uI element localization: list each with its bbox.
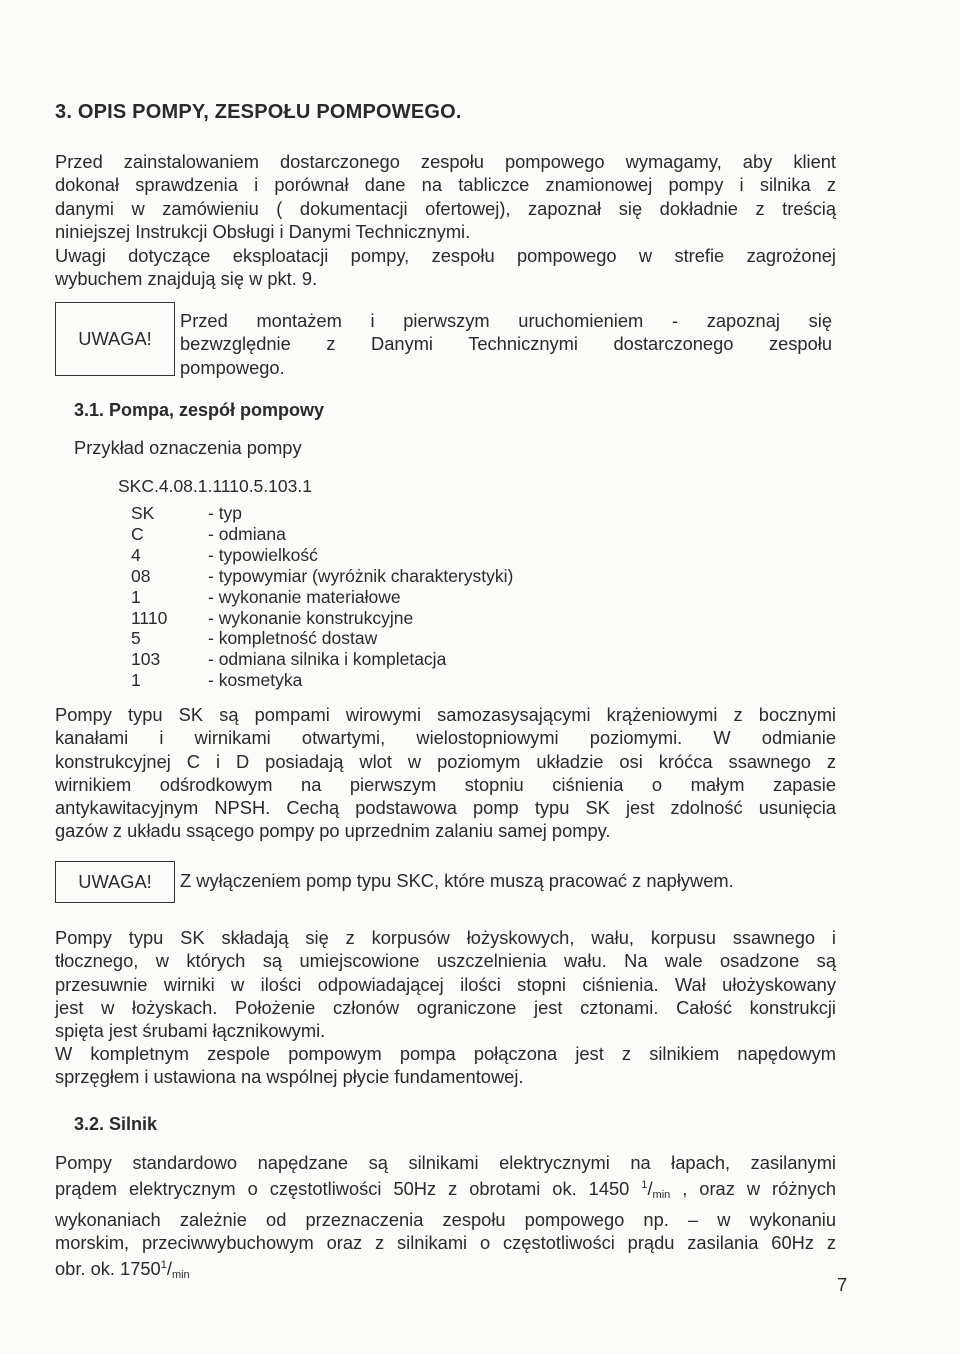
legend-row xyxy=(131,649,513,670)
intro-line: Przed zainstalowaniem dostarczonego zespołu pompowego wymagamy, aby klient xyxy=(55,151,836,172)
legend-code: 103 xyxy=(131,649,161,670)
construction-line: jest w łożyskach. Położenie członów ograniczone jest cztonami. Całość konstrukcji xyxy=(55,996,836,1018)
warning-label: UWAGA! xyxy=(78,328,152,349)
designation-legend xyxy=(131,503,513,691)
remarks-line: Uwagi dotyczące eksploatacji pompy, zespołu pompowego w strefie zagrożonej xyxy=(55,245,836,266)
intro-paragraph xyxy=(55,150,836,243)
pump-line: kanałami i wirnikami otwartymi, wielostopniowymi poziomymi. W odmianie xyxy=(55,727,836,749)
legend-desc: - odmiana silnika i kompletacja xyxy=(208,649,447,670)
motor-line xyxy=(55,1174,836,1207)
legend-code: SK xyxy=(131,503,155,523)
motor-line: Pompy standardowo napędzane są silnikami elektrycznymi na łapach, zasilanymi xyxy=(55,1152,836,1173)
construction-paragraph xyxy=(55,926,836,1042)
legend-desc: - odmiana xyxy=(208,523,286,544)
legend-code: C xyxy=(131,523,144,544)
warning-line: pompowego. xyxy=(180,356,285,378)
legend-row xyxy=(131,545,513,566)
legend-row xyxy=(131,524,513,545)
unit-subscript: min xyxy=(652,1189,671,1202)
assembly-line: W kompletnym zespole pompowym pompa połączona jest z silnikiem napędowym xyxy=(55,1043,836,1064)
legend-row xyxy=(131,566,513,587)
legend-desc: - typowymiar (wyróżnik charakterystyki) xyxy=(208,565,514,586)
construction-line: przesuwnie wirniki w ilości odpowiadającej ilości stopni ciśnienia. Wał ułożyskowany xyxy=(55,973,836,995)
legend-desc: - typ xyxy=(208,503,243,523)
warning-line: Przed montażem i pierwszym uruchomieniem - zapoznaj się xyxy=(180,310,832,331)
pump-description-paragraph xyxy=(55,703,836,843)
construction-line: Pompy typu SK składają się z korpusów łożyskowych, wału, korpusu ssawnego i xyxy=(55,927,836,948)
remarks-paragraph xyxy=(55,244,836,291)
section-title: 3. OPIS POMPY, ZESPOŁU POMPOWEGO. xyxy=(55,101,462,123)
legend-desc: - kosmetyka xyxy=(208,670,303,691)
warning-box-2 xyxy=(55,861,175,903)
remarks-line: wybuchem znajdują się w pkt. 9. xyxy=(55,268,318,290)
construction-line: tłocznego, w których są umiejscowione uszczelnienia wału. Na wale osadzone są xyxy=(55,950,836,972)
unit-superscript: 1 xyxy=(160,1259,167,1272)
warning-line: bezwzględnie z Danymi Technicznymi dostarczonego zespołu xyxy=(180,333,832,355)
pump-designation: SKC.4.08.1.1110.5.103.1 xyxy=(118,476,312,496)
subsection-title-pump: 3.1. Pompa, zespół pompowy xyxy=(74,400,325,420)
motor-line: morskim, przeciwwybuchowym oraz z silnikami o częstotliwości prądu zasilania 60Hz z xyxy=(55,1231,836,1253)
warning-text-1 xyxy=(180,309,832,379)
motor-paragraph xyxy=(55,1151,836,1287)
legend-desc: - typowielkość xyxy=(208,544,318,565)
legend-code: 1 xyxy=(131,670,141,691)
motor-text: , oraz w różnych xyxy=(670,1178,837,1200)
unit-superscript: 1 xyxy=(641,1179,648,1192)
legend-desc: - kompletność dostaw xyxy=(208,628,378,649)
example-label: Przykład oznaczenia pompy xyxy=(74,437,302,458)
legend-code: 08 xyxy=(131,565,151,586)
legend-row xyxy=(131,608,513,629)
unit-slash: / xyxy=(166,1258,172,1280)
pump-line: gazów z układu ssącego pompy po uprzednim zalaniu samej pompy. xyxy=(55,820,611,842)
unit-slash: / xyxy=(647,1178,653,1200)
legend-row xyxy=(131,628,513,649)
intro-line: danymi w zamówieniu ( dokumentacji ofertowej), zapoznał się dokładnie z treścią xyxy=(55,197,836,219)
pump-line: konstrukcyjnej C i D posiadają wlot w poziomym układzie osi króćca ssawnego z xyxy=(55,750,836,772)
legend-desc: - wykonanie konstrukcyjne xyxy=(208,607,414,628)
legend-code: 1 xyxy=(131,586,141,607)
motor-line: wykonaniach zależnie od przeznaczenia zespołu pompowego np. – w wykonaniu xyxy=(55,1208,836,1230)
warning-label: UWAGA! xyxy=(78,871,152,892)
legend-code: 1110 xyxy=(131,607,168,628)
pump-line: wirnikiem odśrodkowym na pierwszym stopniu ciśnienia o małym zapasie xyxy=(55,773,836,795)
pump-line: antykawitacyjnym NPSH. Cechą podstawowa pomp typu SK jest zdolność usunięcia xyxy=(55,797,836,819)
legend-desc: - wykonanie materiałowe xyxy=(208,586,401,607)
unit-subscript: min xyxy=(171,1269,190,1282)
legend-row xyxy=(131,503,513,524)
pump-line: Pompy typu SK są pompami wirowymi samozasysającymi krążeniowymi z bocznymi xyxy=(55,704,836,725)
motor-text: prądem elektrycznym o częstotliwości 50Hz z obrotami ok. 1450 xyxy=(55,1178,642,1200)
warning-box-1 xyxy=(55,302,175,376)
assembly-line: sprzęgłem i ustawiona na wspólnej płycie fundamentowej. xyxy=(55,1066,524,1088)
assembly-paragraph xyxy=(55,1042,836,1089)
intro-line: niniejszej Instrukcji Obsługi i Danymi Technicznymi. xyxy=(55,220,471,242)
motor-line xyxy=(55,1254,836,1287)
warning-text-2: Z wyłączeniem pomp typu SKC, które muszą pracować z napływem. xyxy=(180,870,734,891)
legend-code: 4 xyxy=(131,544,141,565)
legend-row xyxy=(131,587,513,608)
legend-code: 5 xyxy=(131,628,141,649)
intro-line: dokonał sprawdzenia i porównał dane na tabliczce znamionowej pompy i silnika z xyxy=(55,174,836,196)
legend-row xyxy=(131,670,513,691)
subsection-title-motor: 3.2. Silnik xyxy=(74,1114,158,1134)
page-number: 7 xyxy=(837,1274,848,1295)
motor-text: obr. ok. 1750 xyxy=(55,1258,161,1280)
construction-line: spięta jest śrubami łącznikowymi. xyxy=(55,1020,326,1042)
